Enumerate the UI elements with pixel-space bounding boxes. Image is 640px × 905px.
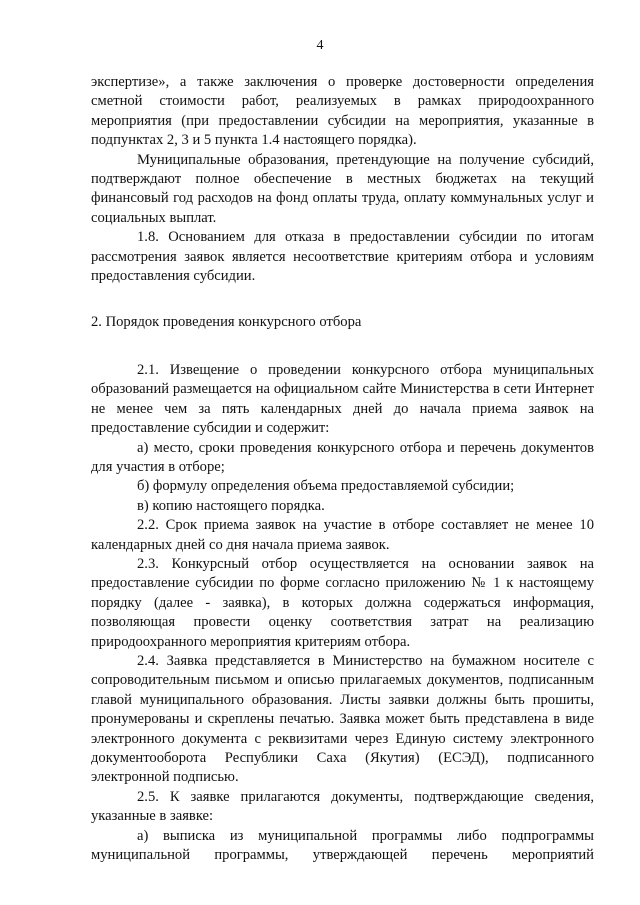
paragraph-2-4: 2.4. Заявка представляется в Министерство на бумажном носителе с сопроводительным письмом и описью прилагаемых документов, подписанным главой муниципального образования. Листы заявки должны быть прошиты, пронумерованы и скреплены печатью. Заявка может быть представлена в виде электронного документа с реквизитами через Единую систему электронного документооборота Республики Саха (Якутия) (ЕСЭД), подписанного электронной подписью. (91, 652, 594, 786)
list-item-b: б) формулу определения объема предоставляемой субсидии; (137, 478, 515, 495)
list-item-c: в) копию настоящего порядка. (137, 497, 325, 514)
document-body (91, 73, 594, 865)
list-item-a: а) место, сроки проведения конкурсного отбора и перечень документов для участия в отборе; (91, 439, 594, 475)
page-number: 4 (316, 38, 324, 53)
paragraph-2-1: 2.1. Извещение о проведении конкурсного отбора муниципальных образований размещается на официальном сайте Министерства в сети Интернет не менее чем за пять календарных дней до начала приема заявок на предоставление субсидии и содержит: (91, 361, 594, 437)
paragraph-continuation: экспертизе», а также заключения о проверке достоверности определения сметной стоимости работ, реализуемых в рамках природоохранного мероприятия (при предоставлении субсидии на мероприятия, указанные в подпунктах 2, 3 и 5 пункта 1.4 настоящего порядка). (91, 74, 594, 149)
spacer (91, 286, 594, 298)
list-item-a-extract: а) выписка из муниципальной программы либо подпрограммы муниципальной программы, утверждающей перечень мероприятий (91, 827, 594, 864)
paragraph-municipal-obligations: Муниципальные образования, претендующие на получение субсидий, подтверждают полное обеспечение в местных бюджетах на текущий финансовый год расходов на фонд оплаты труда, оплату коммунальных услуг и социальных выплат. (91, 151, 594, 226)
paragraph-1-8: 1.8. Основанием для отказа в предоставлении субсидии по итогам рассмотрения заявок является несоответствие критериям отбора и условиям предоставления субсидии. (91, 229, 594, 285)
paragraph-2-3: 2.3. Конкурсный отбор осуществляется на основании заявок на предоставление субсидии по форме согласно приложению № 1 к настоящему порядку (далее - заявка), в которых должна содержаться информация, позволяющая провести оценку соответствия затрат на реализацию природоохранного мероприятия критериям отбора. (91, 555, 594, 650)
spacer (91, 349, 594, 361)
section-heading: 2. Порядок проведения конкурсного отбора (91, 314, 362, 331)
paragraph-2-2: 2.2. Срок приема заявок на участие в отборе составляет не менее 10 календарных дней со дня начала приема заявок. (91, 517, 594, 553)
paragraph-2-5: 2.5. К заявке прилагаются документы, подтверждающие сведения, указанные в заявке: (91, 788, 594, 825)
